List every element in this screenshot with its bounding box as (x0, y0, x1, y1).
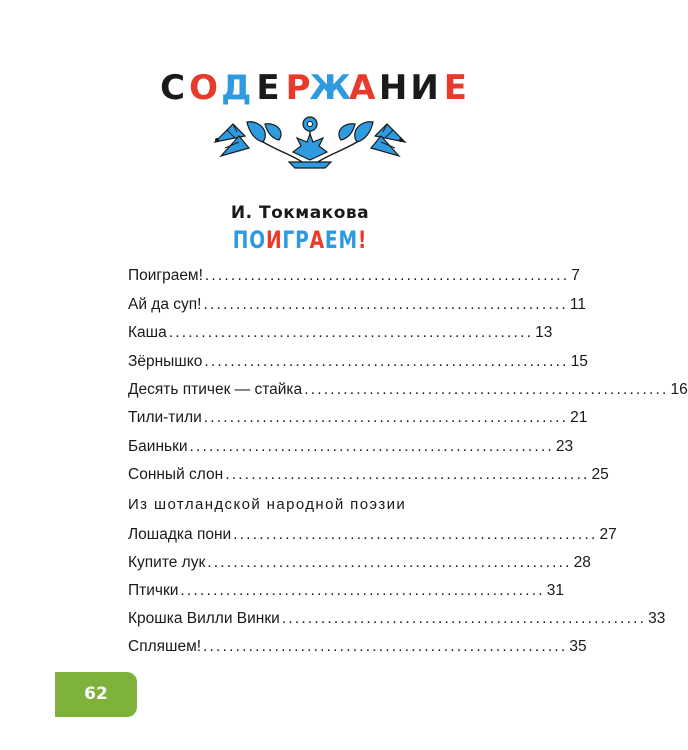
toc-entry[interactable] (128, 579, 565, 603)
toc-entry[interactable] (128, 378, 688, 402)
leader-dots: ........................................................ (189, 438, 554, 455)
heading-letter: Р (285, 68, 311, 108)
toc-entry-title: Крошка Вилли Винки (128, 610, 280, 627)
book-title (66, 226, 534, 254)
toc-entry[interactable] (128, 551, 591, 575)
toc-entry[interactable] (128, 463, 609, 487)
toc-entry-page: 31 (546, 582, 565, 599)
leader-dots: ........................................................ (168, 324, 534, 341)
heading-letter: Н (378, 68, 408, 108)
toc-entry-title: Баиньки (128, 438, 188, 455)
leader-dots: ........................................................ (281, 610, 647, 627)
title-letter: М (338, 226, 358, 254)
leader-dots: ........................................................ (233, 526, 598, 543)
toc-entry-page: 15 (570, 353, 588, 370)
toc-entry-page: 28 (573, 554, 591, 571)
toc-entry[interactable] (128, 635, 587, 659)
heading-letter: С (160, 68, 186, 108)
toc-entry[interactable] (128, 607, 666, 631)
heading-letter: Ж (309, 68, 352, 108)
heading-letter: Е (443, 68, 468, 108)
leader-dots: ........................................................ (203, 296, 568, 313)
toc-entry-title: Птички (128, 582, 179, 599)
heading-letter: Е (256, 68, 280, 108)
leader-dots: ........................................................ (180, 582, 545, 599)
title-letter: Е (324, 226, 339, 254)
title-letter: А (309, 226, 325, 254)
title-letter: П (232, 226, 250, 254)
toc-entry[interactable] (128, 350, 588, 374)
toc-entry[interactable] (128, 293, 586, 317)
section-heading: Из шотландской народной поэзии (128, 496, 407, 513)
toc-entry-title: Десять птичек — стайка (128, 381, 303, 398)
toc-entry[interactable] (128, 523, 617, 547)
title-letter: И (265, 226, 283, 254)
toc-entry-page: 33 (648, 610, 666, 627)
leader-dots: ........................................................ (204, 353, 569, 370)
toc-entry[interactable] (128, 264, 580, 288)
toc-entry-page: 35 (569, 638, 587, 655)
toc-entry-page: 23 (555, 438, 574, 455)
toc-entry[interactable] (128, 435, 574, 459)
toc-entry-title: Тили-тили (128, 409, 202, 426)
toc-entry-page: 21 (570, 409, 588, 426)
page-number: 62 (84, 684, 108, 704)
toc-entry-page: 11 (569, 296, 586, 313)
toc-entry-title: Купите лук (128, 554, 206, 571)
heading-letter: Д (221, 68, 252, 108)
toc-entry-title: Сонный слон (128, 466, 224, 483)
toc-entry[interactable] (128, 321, 553, 345)
heading-letter: А (349, 68, 376, 108)
title-letter: ! (357, 226, 368, 254)
leader-dots: ........................................................ (203, 638, 568, 655)
leader-dots: ........................................................ (203, 409, 569, 426)
leader-dots: ........................................................ (304, 381, 669, 398)
title-letter: О (249, 226, 266, 254)
toc-entry-title: Зёрнышко (128, 353, 203, 370)
toc-entry-page: 27 (599, 526, 617, 543)
toc-entry-page: 13 (535, 324, 553, 341)
toc-entry-title: Каша (128, 324, 167, 341)
heading-letter: И (410, 68, 439, 108)
contents-heading (159, 68, 469, 116)
toc-entry-title: Лошадка пони (128, 526, 232, 543)
toc-entry-page: 16 (670, 381, 688, 398)
toc-entry-title: Поиграем! (128, 267, 203, 284)
title-letter: Р (295, 226, 310, 254)
heading-letter: О (189, 68, 219, 108)
toc-entry-title: Ай да суп! (128, 296, 202, 313)
toc-entry-title: Спляшем! (128, 638, 202, 655)
toc-entry[interactable] (128, 406, 588, 430)
author-name: И. Токмакова (230, 203, 370, 223)
toc-entry-page: 7 (571, 267, 580, 284)
title-letter: Г (282, 226, 296, 254)
leader-dots: ........................................................ (225, 466, 590, 483)
flower-ornament-icon (205, 112, 415, 172)
leader-dots: ........................................................ (207, 554, 572, 571)
leader-dots: ........................................................ (204, 267, 570, 284)
toc-entry-page: 25 (591, 466, 609, 483)
